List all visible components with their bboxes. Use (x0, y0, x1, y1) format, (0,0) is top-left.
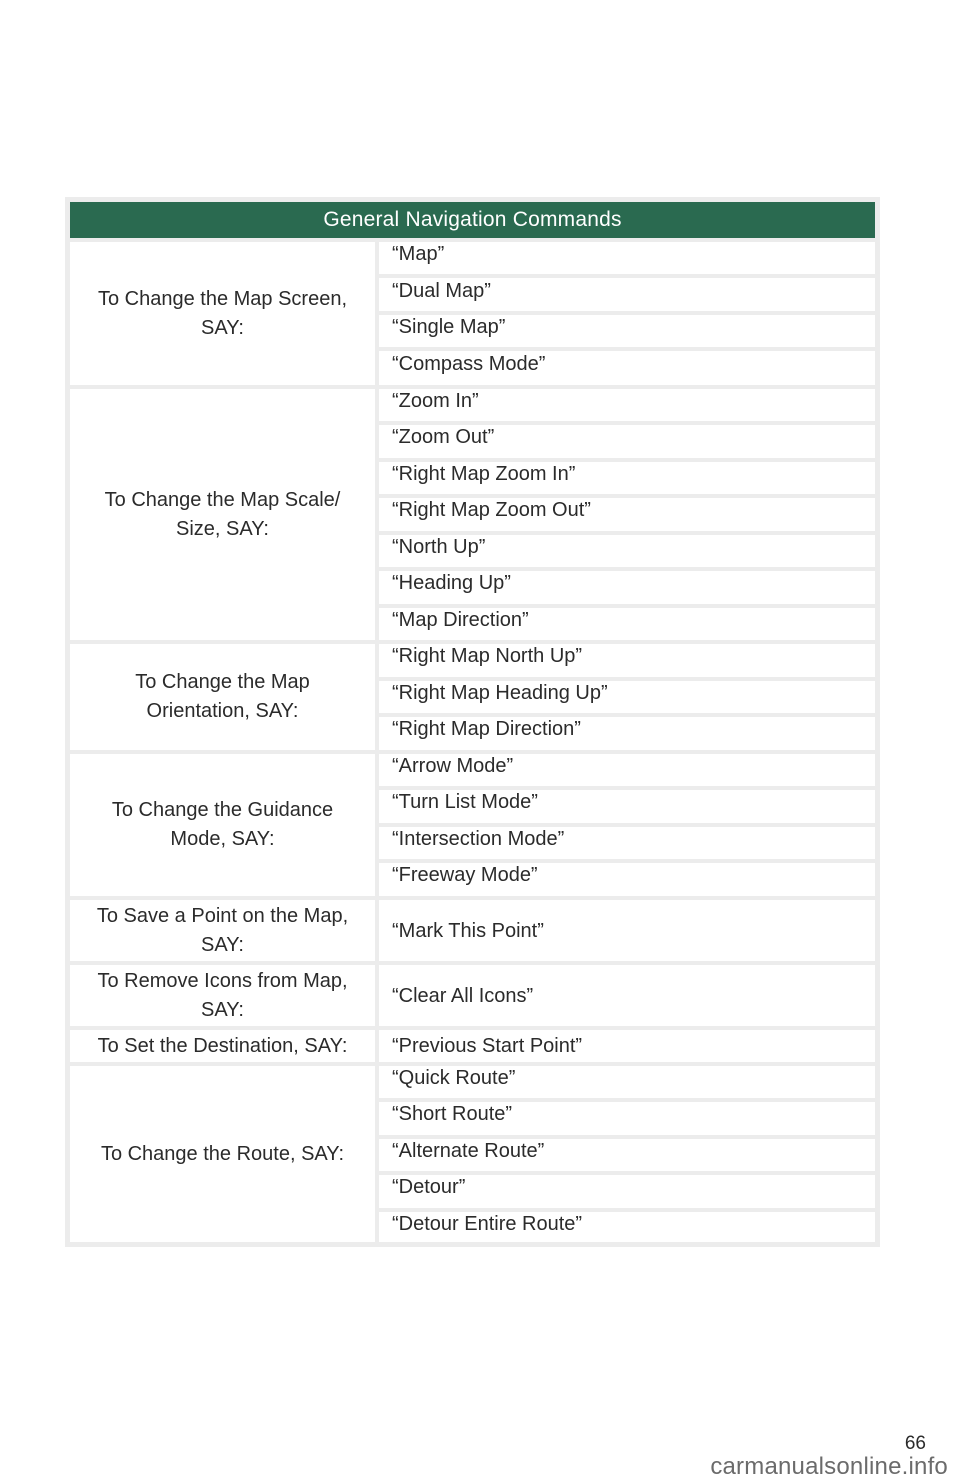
table-title: General Navigation Commands (70, 202, 875, 238)
group-label-text: To Save a Point on the Map, SAY: (96, 904, 349, 956)
command-item: “Zoom Out” (379, 425, 875, 458)
group-label (70, 389, 375, 640)
watermark: carmanualsonline.info (710, 1453, 948, 1480)
group-label-text: To Remove Icons from Map, SAY: (97, 969, 348, 1021)
command-item: “Turn List Mode” (379, 790, 875, 823)
command-item: “Alternate Route” (379, 1139, 875, 1171)
command-item: “Clear All Icons” (379, 965, 875, 1026)
command-item: “Detour Entire Route” (379, 1212, 875, 1242)
group-label-text: To Change the Map Screen, SAY: (97, 287, 348, 339)
command-item: “Right Map Direction” (379, 717, 875, 750)
command-item: “Dual Map” (379, 278, 875, 311)
group-change-route (70, 1066, 875, 1242)
command-item: “North Up” (379, 535, 875, 567)
group-save-point (70, 900, 875, 961)
command-item: “Zoom In” (379, 389, 875, 421)
group-map-screen (70, 242, 875, 385)
command-item: “Short Route” (379, 1102, 875, 1135)
command-item: “Arrow Mode” (379, 754, 875, 786)
command-item: “Mark This Point” (379, 900, 875, 961)
group-label (70, 1030, 375, 1062)
group-label (70, 965, 375, 1026)
group-map-orientation (70, 644, 875, 750)
command-item: “Right Map Zoom Out” (379, 498, 875, 531)
group-label (70, 900, 375, 961)
group-label-text: To Change the Guidance Mode, SAY: (111, 799, 334, 850)
navigation-commands-table (65, 197, 880, 1247)
command-item: “Freeway Mode” (379, 863, 875, 896)
group-map-scale (70, 389, 875, 640)
group-label (70, 754, 375, 896)
command-item: “Detour” (379, 1175, 875, 1208)
group-label-text: To Change the Map Scale/ Size, SAY: (104, 488, 341, 540)
command-item: “Map” (379, 242, 875, 274)
command-item: “Single Map” (379, 315, 875, 347)
command-item: “Map Direction” (379, 608, 875, 640)
group-remove-icons (70, 965, 875, 1026)
command-item: “Compass Mode” (379, 351, 875, 385)
group-label-text: To Change the Route, SAY: (100, 1142, 345, 1165)
page-number: 66 (904, 1433, 926, 1454)
group-guidance-mode (70, 754, 875, 896)
command-item: “Right Map Heading Up” (379, 681, 875, 713)
command-item: “Previous Start Point” (379, 1030, 875, 1062)
group-label (70, 644, 375, 750)
group-label-text: To Set the Destination, SAY: (97, 1034, 348, 1057)
command-item: “Right Map North Up” (379, 644, 875, 677)
command-item: “Quick Route” (379, 1066, 875, 1098)
command-item: “Right Map Zoom In” (379, 462, 875, 494)
command-item: “Intersection Mode” (379, 827, 875, 859)
group-label (70, 1066, 375, 1242)
group-label (70, 242, 375, 385)
group-label-text: To Change the Map Orientation, SAY: (135, 671, 310, 722)
group-set-destination (70, 1030, 875, 1062)
command-item: “Heading Up” (379, 571, 875, 604)
